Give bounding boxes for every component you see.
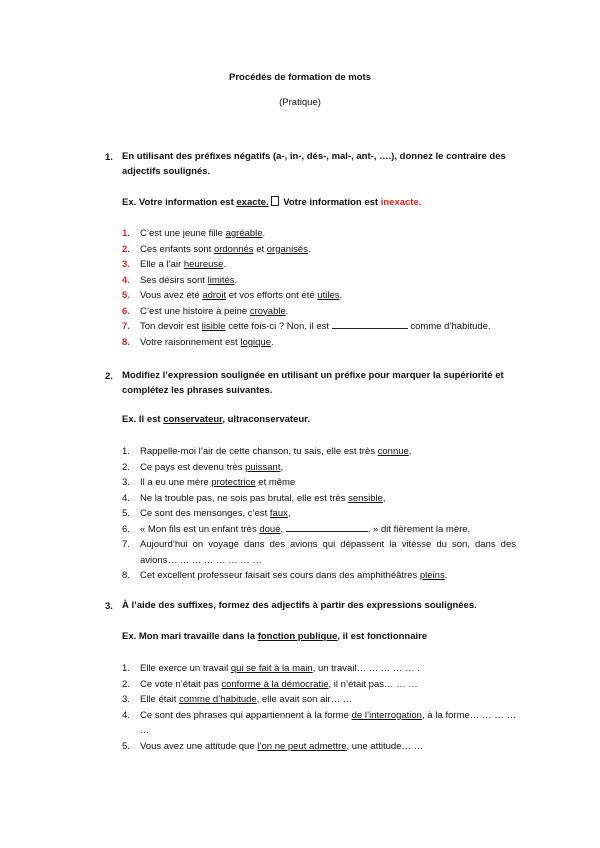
section-2-list	[106, 444, 516, 584]
list-item: 2. Ce pays est devenu très puissant,	[122, 461, 284, 473]
section-1-list	[106, 226, 516, 350]
section-2-example: Ex. Il est conservateur, ultraconservateur.	[122, 414, 310, 425]
arrow-icon	[271, 196, 279, 206]
list-item: 6. « Mon fils est un enfant très doué, . » dit fièrement la mère.	[122, 523, 471, 535]
list-item: 3. Il a eu une mère protectrice et même	[122, 477, 296, 488]
list-item: 2. Ce vote n’était pas conforme à la démocratie, il n’était pas… … …	[122, 678, 418, 690]
section-2-number: 2.	[105, 371, 113, 382]
section-1-example: Ex. Votre information est exacte. Votre information est inexacte.	[122, 197, 422, 208]
list-item: 4. Ses désirs sont limités.	[122, 274, 238, 286]
section-3-instruction: À l’aide des suffixes, formez des adjectifs à partir des expressions soulignées.	[122, 600, 477, 611]
list-item: 6. C’est une histoire à peine croyable.	[122, 305, 289, 317]
answer-blank	[332, 319, 408, 329]
list-item: 5. Ce sont des mensonges, c’est faux,	[122, 508, 291, 519]
list-item: 7. Ton devoir est lisible cette fois-ci ? Non, il est comme d’habitude.	[122, 321, 491, 332]
section-3-example: Ex. Mon mari travaille dans la fonction publique, il est fonctionnaire	[122, 631, 428, 642]
list-item: 1. Rappelle-moi l’air de cette chanson, tu sais, elle est très connue,	[122, 446, 412, 457]
list-item: 1. Elle exerce un travail qui se fait à la main, un travail… … … … … .	[122, 663, 420, 674]
list-item: 1. C’est une jeune fille agréable.	[122, 228, 266, 239]
list-item: 4. Ce sont des phrases qui appartiennent à la forme de l’interrogation, à la forme… … … … …	[122, 709, 516, 736]
document-title: Procédés de formation de mots	[228, 72, 371, 83]
section-2-instruction: Modifiez l’expression soulignée en utilisant un préfixe pour marquer la supériorité et complétez les phrases suivantes.	[122, 370, 504, 396]
section-3-list	[106, 661, 516, 754]
answer-blank	[286, 522, 368, 532]
list-item: 8. Cet excellent professeur faisait ses cours dans des amphithéâtres pleins.	[122, 570, 448, 581]
list-item: 3. Elle a l’air heureuse.	[122, 259, 227, 270]
document-subtitle: (Pratique)	[279, 97, 321, 108]
list-item: 7. Aujourd’hui on voyage dans des avions qui dépassent la vitesse du son, dans des avions… … … … … … … …	[122, 539, 516, 566]
list-item: 5. Vous avez été adroit et vos efforts ont été utiles.	[122, 290, 343, 301]
list-item: 8. Votre raisonnement est logique.	[122, 336, 274, 348]
section-1-instruction: En utilisant des préfixes négatifs (a-, in-, dés-, mal-, ant-, ….), donnez le contraire des adjectifs soulignés.	[122, 151, 506, 177]
list-item: 4. Ne la trouble pas, ne sois pas brutal, elle est très sensible,	[122, 492, 386, 504]
list-item: 2. Ces enfants sont ordonnés et organisés.	[122, 243, 311, 255]
list-item: 5. Vous avez une attitude que l’on ne peut admettre, une attitude… …	[122, 740, 424, 752]
section-1-number: 1.	[105, 152, 113, 163]
list-item: 3. Elle était comme d’habitude, elle avait son air… …	[122, 694, 353, 705]
section-3-number: 3.	[105, 601, 113, 612]
